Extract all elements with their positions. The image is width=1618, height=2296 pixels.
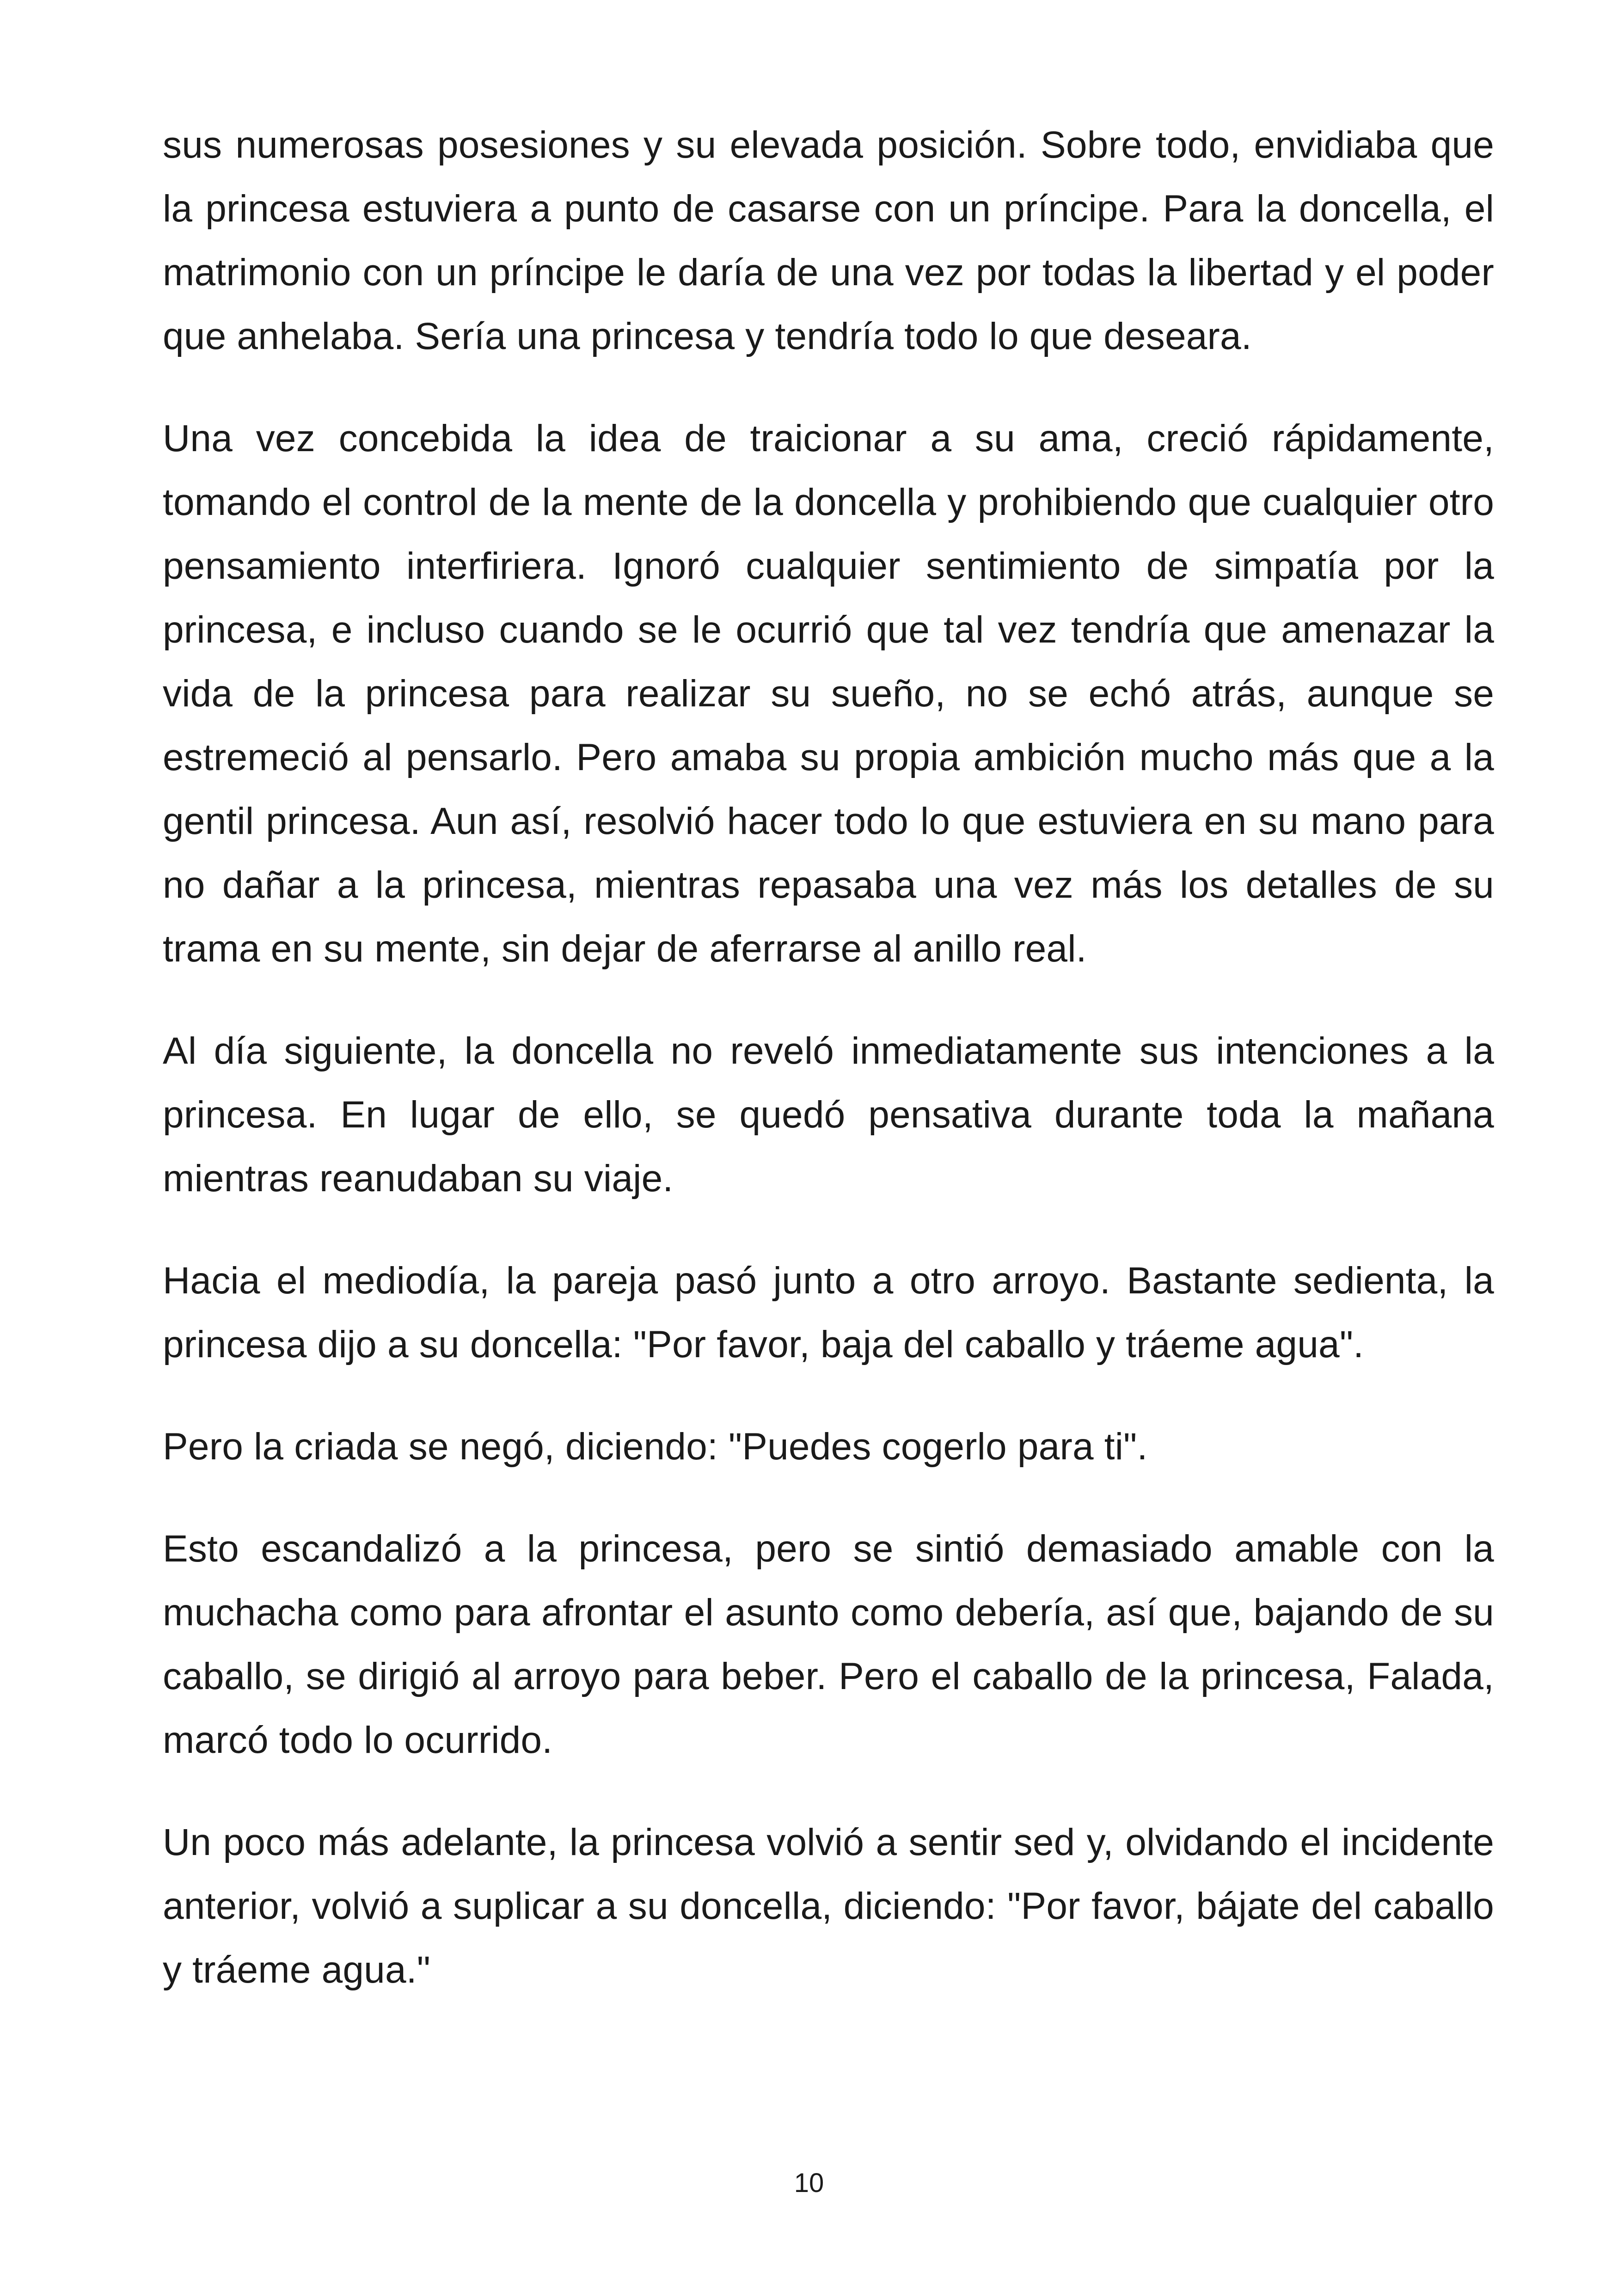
paragraph: Pero la criada se negó, diciendo: "Puedes cogerlo para ti". (163, 1426, 1148, 1468)
paragraph: Hacia el mediodía, la pareja pasó junto a otro arroyo. Bastante sedienta, la princesa dijo a su doncella: "Por favor, baja del caballo y tráeme agua". (163, 1260, 1494, 1365)
body-text (163, 113, 1494, 2040)
paragraph: sus numerosas posesiones y su elevada posición. Sobre todo, envidiaba que la princesa estuviera a punto de casarse con un príncipe. Para la doncella, el matrimonio con un príncipe le daría de una vez por todas la libertad y el poder que anhelaba. Sería una princesa y tendría todo lo que deseara. (163, 124, 1494, 357)
paragraph: Una vez concebida la idea de traicionar a su ama, creció rápidamente, tomando el control de la mente de la doncella y prohibiendo que cualquier otro pensamiento interfiriera. Ignoró cualquier sentimiento de simpatía por la princesa, e incluso cuando se le ocurrió que tal vez tendría que amenazar la vida de la princesa para realizar su sueño, no se echó atrás, aunque se estremeció al pensarlo. Pero amaba su propia ambición mucho más que a la gentil princesa. Aun así, resolvió hacer todo lo que estuviera en su mano para no dañar a la princesa, mientras repasaba una vez más los detalles de su trama en su mente, sin dejar de aferrarse al anillo real. (163, 417, 1494, 970)
page-number: 10 (794, 2168, 824, 2198)
paragraph: Un poco más adelante, la princesa volvió a sentir sed y, olvidando el incidente anterior, volvió a suplicar a su doncella, diciendo: "Por favor, bájate del caballo y tráeme agua." (163, 1821, 1494, 1991)
paragraph: Al día siguiente, la doncella no reveló inmediatamente sus intenciones a la princesa. En lugar de ello, se quedó pensativa durante toda la mañana mientras reanudaban su viaje. (163, 1030, 1494, 1200)
paragraph: Esto escandalizó a la princesa, pero se sintió demasiado amable con la muchacha como para afrontar el asunto como debería, así que, bajando de su caballo, se dirigió al arroyo para beber. Pero el caballo de la princesa, Falada, marcó todo lo ocurrido. (163, 1528, 1494, 1761)
